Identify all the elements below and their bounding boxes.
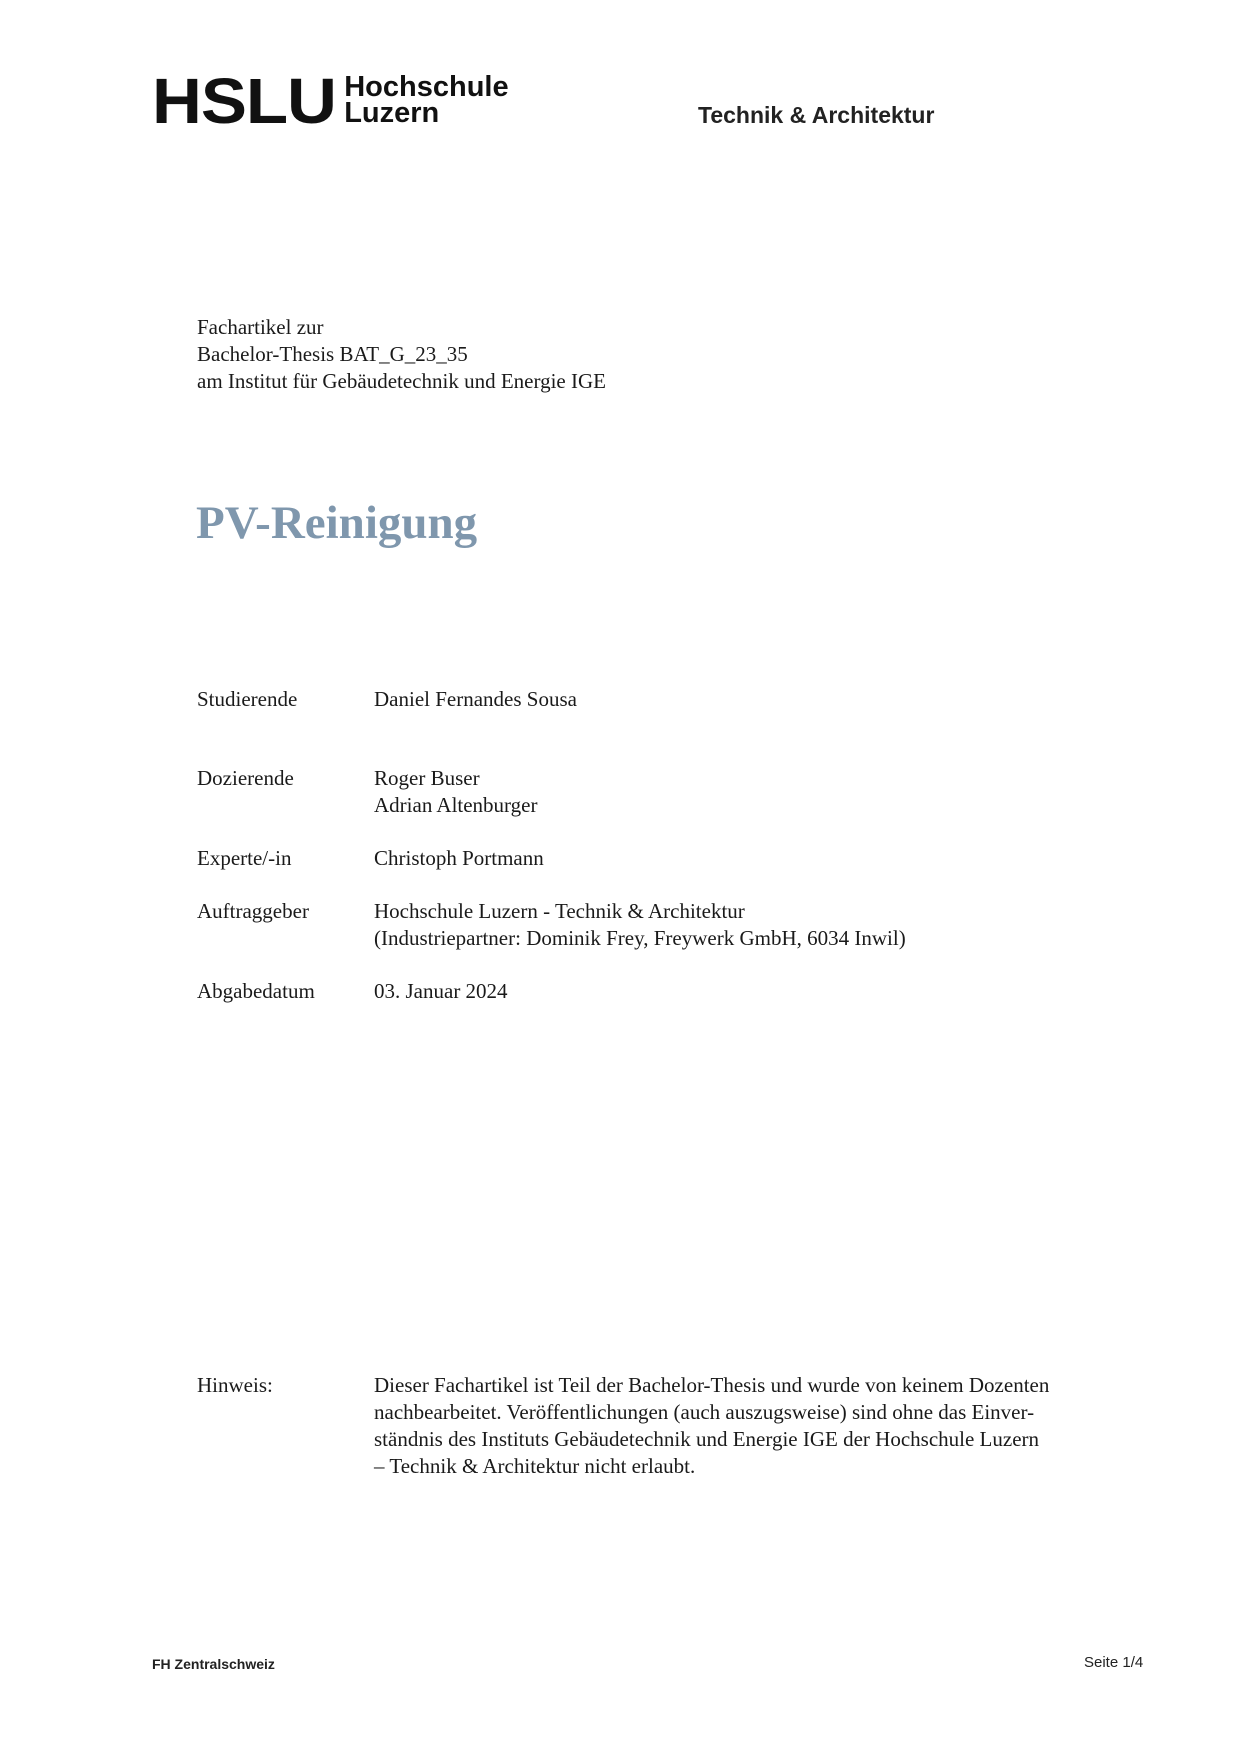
- page-number: Seite 1/4: [1084, 1654, 1144, 1671]
- expert-name: Christoph Portmann: [374, 846, 544, 870]
- due-date-values: [374, 978, 508, 1005]
- hslu-logo: [152, 65, 509, 137]
- lecturers-values: [374, 765, 538, 819]
- client-line: (Industriepartner: Dominik Frey, Freywerk GmbH, 6034 Inwil): [374, 926, 906, 950]
- intro-line-2: Bachelor-Thesis BAT_G_23_35: [197, 342, 468, 366]
- client-label: Auftraggeber: [197, 899, 309, 923]
- due-date-value: 03. Januar 2024: [374, 979, 508, 1003]
- lecturer-name: Roger Buser: [374, 766, 480, 790]
- note-line: – Technik & Architektur nicht erlaubt.: [374, 1454, 696, 1478]
- document-title: PV-Reinigung: [196, 497, 478, 549]
- logo-line-2: Luzern: [344, 97, 440, 129]
- students-label: Studierende: [197, 687, 298, 711]
- footer-organization: FH Zentralschweiz: [152, 1656, 275, 1672]
- department-name: Technik & Architektur: [698, 102, 935, 128]
- note-text: [374, 1372, 1124, 1480]
- note-line: ständnis des Instituts Gebäudetechnik und Energie IGE der Hochschule Luzern: [374, 1427, 1040, 1451]
- student-name: Daniel Fernandes Sousa: [374, 687, 577, 711]
- due-date-label: Abgabedatum: [197, 979, 315, 1003]
- note-line: nachbearbeitet. Veröffentlichungen (auch auszugsweise) sind ohne das Einver-: [374, 1400, 1035, 1424]
- logo-wordmark: [344, 71, 509, 129]
- client-values: [374, 898, 906, 952]
- intro-block: [197, 314, 606, 395]
- students-values: [374, 686, 577, 713]
- note-label: Hinweis:: [197, 1373, 273, 1397]
- expert-label: Experte/-in: [197, 846, 292, 870]
- lecturers-label: Dozierende: [197, 766, 294, 790]
- lecturer-name: Adrian Altenburger: [374, 793, 538, 817]
- intro-line-1: Fachartikel zur: [197, 315, 324, 339]
- client-line: Hochschule Luzern - Technik & Architektur: [374, 899, 745, 923]
- logo-mark: HSLU: [152, 65, 336, 137]
- intro-line-3: am Institut für Gebäudetechnik und Energie IGE: [197, 369, 606, 393]
- logo-line-1: Hochschule: [344, 71, 509, 103]
- expert-values: [374, 845, 544, 872]
- note-line: Dieser Fachartikel ist Teil der Bachelor-Thesis und wurde von keinem Dozenten: [374, 1373, 1050, 1397]
